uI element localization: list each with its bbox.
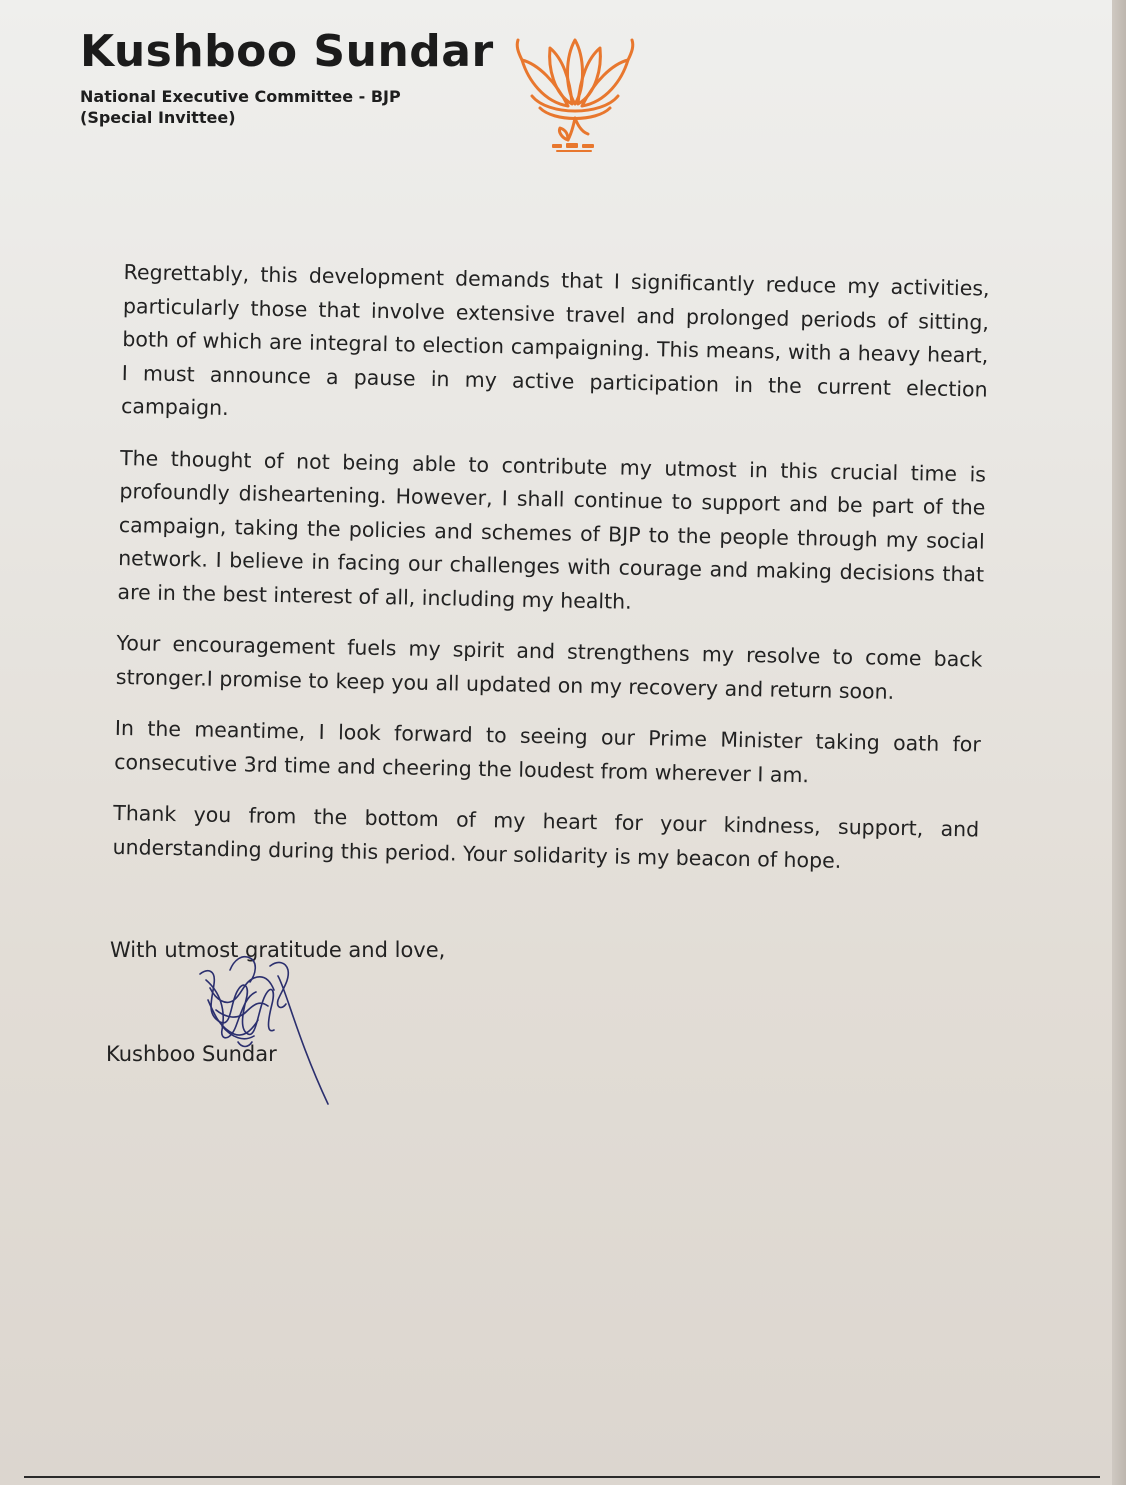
letterhead-role-note: (Special Invittee) — [80, 108, 236, 127]
closing-line: With utmost gratitude and love, — [110, 938, 446, 962]
letter-body — [112, 256, 990, 899]
letter-paragraph: The thought of not being able to contribute my utmost in this crucial time is profoundly disheartening. However, I shall continue to support and be part of the campaign, taking the policies and schemes of BJP to the people through my social network. I believe in facing our challenges with courage and making decisions that are in the best interest of all, including my health. — [117, 445, 987, 614]
letter-paragraph: Regrettably, this development demands that I significantly reduce my activities, particularly those that involve extensive travel and prolonged periods of sitting, both of which are integral to election campaigning. This means, with a heavy heart, I must announce a pause in my active participation in the current election campaign. — [120, 259, 990, 421]
letterhead-role: National Executive Committee - BJP — [80, 87, 401, 106]
letter-paragraph: In the meantime, I look forward to seeing our Prime Minister taking oath for consecutive 3rd time and cheering the loudest from wherever I am. — [114, 715, 982, 787]
signer-name: Kushboo Sundar — [106, 1042, 277, 1066]
page-edge — [1112, 0, 1126, 1485]
letterhead-name: Kushboo Sundar — [80, 26, 494, 77]
letter-paragraph: Thank you from the bottom of my heart for your kindness, support, and understanding during this period. Your solidarity is my beacon of hope. — [112, 800, 980, 873]
page-divider — [24, 1476, 1100, 1478]
handwritten-signature-icon — [186, 930, 346, 1110]
letter-paragraph: Your encouragement fuels my spirit and strengthens my resolve to come back stronger.I promise to keep you all updated on my recovery and return soon. — [115, 630, 983, 704]
lotus-icon — [510, 34, 640, 156]
